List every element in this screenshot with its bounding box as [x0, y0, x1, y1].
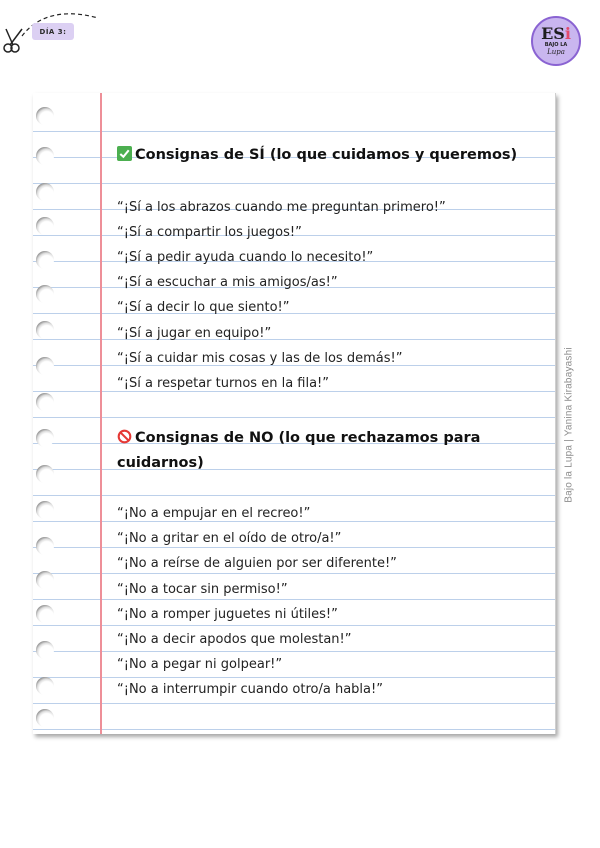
binder-hole-icon	[36, 357, 54, 375]
si-item: “¡Sí a decir lo que siento!”	[117, 300, 290, 315]
logo-line1: BAJO LA	[544, 42, 568, 48]
side-credit	[555, 347, 583, 503]
binder-hole-icon	[36, 537, 54, 555]
no-item: “¡No a reírse de alguien por ser diferente!”	[117, 556, 397, 571]
bajo-la-lupa-logo	[531, 16, 581, 66]
si-item: “¡Sí a cuidar mis cosas y las de los demás!”	[117, 351, 403, 366]
credit-text: Bajo la Lupa | Yanina Kirabayashi	[563, 347, 575, 503]
si-item: “¡Sí a los abrazos cuando me preguntan primero!”	[117, 200, 446, 215]
no-section-title: Consignas de NO (lo que rechazamos para	[117, 425, 480, 451]
binder-hole-icon	[36, 183, 54, 201]
binder-hole-icon	[36, 393, 54, 411]
binder-hole-icon	[36, 321, 54, 339]
logo-mark: ESi	[541, 24, 571, 43]
si-item: “¡Sí a pedir ayuda cuando lo necesito!”	[117, 250, 374, 265]
si-item: “¡Sí a compartir los juegos!”	[117, 225, 302, 240]
green-check-icon	[117, 146, 132, 161]
scissors-icon	[2, 26, 28, 54]
si-section-title: Consignas de SÍ (lo que cuidamos y queremos)	[117, 142, 517, 168]
no-item: “¡No a empujar en el recreo!”	[117, 506, 311, 521]
no-section-title-cont: cuidarnos)	[117, 455, 204, 471]
prohibited-icon	[117, 429, 132, 444]
no-item: “¡No a pegar ni golpear!”	[117, 657, 283, 672]
binder-hole-icon	[36, 147, 54, 165]
notebook-page	[33, 93, 556, 734]
binder-hole-icon	[36, 605, 54, 623]
binder-hole-icon	[36, 251, 54, 269]
binder-hole-icon	[36, 677, 54, 695]
day-badge: DÍA 3:	[32, 23, 74, 40]
no-item: “¡No a gritar en el oído de otro/a!”	[117, 531, 342, 546]
binder-hole-icon	[36, 285, 54, 303]
logo-line2: Lupa	[547, 48, 565, 56]
no-item: “¡No a interrumpir cuando otro/a habla!”	[117, 682, 383, 697]
no-item: “¡No a romper juguetes ni útiles!”	[117, 607, 338, 622]
binder-hole-icon	[36, 641, 54, 659]
binder-hole-icon	[36, 217, 54, 235]
si-item: “¡Sí a jugar en equipo!”	[117, 326, 272, 341]
binder-hole-icon	[36, 501, 54, 519]
no-item: “¡No a tocar sin permiso!”	[117, 582, 288, 597]
binder-hole-icon	[36, 465, 54, 483]
binder-hole-icon	[36, 429, 54, 447]
no-item: “¡No a decir apodos que molestan!”	[117, 632, 352, 647]
margin-line	[100, 93, 102, 734]
binder-hole-icon	[36, 709, 54, 727]
si-item: “¡Sí a respetar turnos en la fila!”	[117, 376, 330, 391]
binder-hole-icon	[36, 571, 54, 589]
si-item: “¡Sí a escuchar a mis amigos/as!”	[117, 275, 338, 290]
binder-hole-icon	[36, 107, 54, 125]
